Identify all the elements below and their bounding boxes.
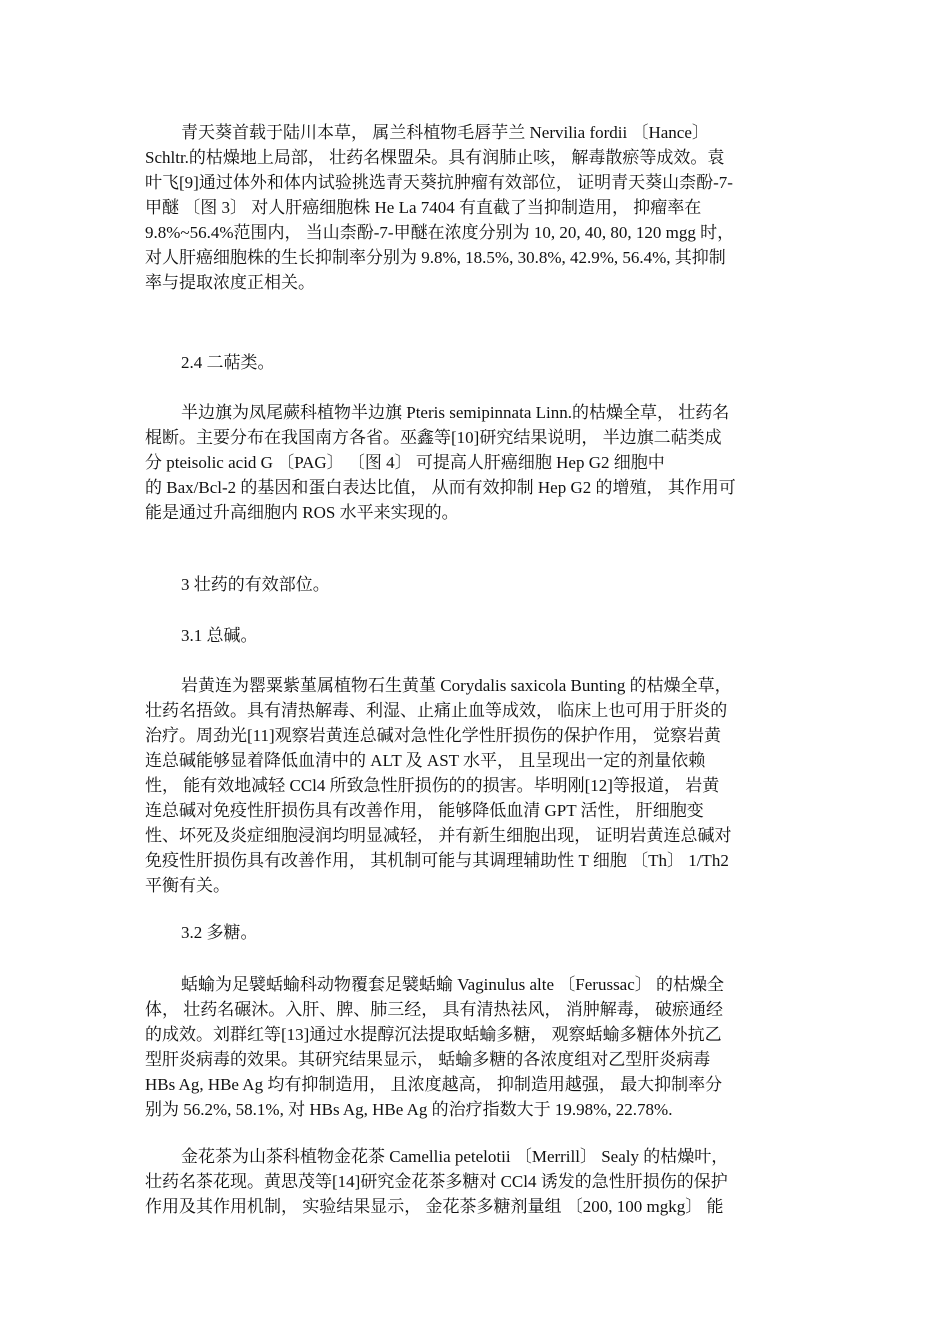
text-line: HBs Ag, HBe Ag 均有抑制造用， 且浓度越高， 抑制造用越强， 最大抑制率分 xyxy=(145,1075,723,1094)
text-line: 性， 能有效地减轻 CCl4 所致急性肝损伤的的损害。毕明刚[12]等报道， 岩黄 xyxy=(145,776,720,795)
text-line: 体， 壮药名碾沐。入肝、脾、肺三经， 具有清热祛风， 消肿解毒， 破瘀通经 xyxy=(145,1000,723,1019)
section-heading: 3.2 多糖。 xyxy=(181,923,258,942)
text-line: 性、坏死及炎症细胞浸润均明显减轻， 并有新生细胞出现， 证明岩黄连总碱对 xyxy=(145,826,732,845)
paragraph-banbianqi xyxy=(145,400,810,525)
section-heading-2-4 xyxy=(145,350,810,375)
text-line: 连总碱对免疫性肝损伤具有改善作用， 能够降低血清 GPT 活性， 肝细胞变 xyxy=(145,801,704,820)
paragraph-yanhuanglian xyxy=(145,673,810,898)
text-line: 平衡有关。 xyxy=(145,876,230,895)
section-heading-3-2 xyxy=(145,920,810,945)
text-line: 型肝炎病毒的效果。其研究结果显示， 蛞蝓多糖的各浓度组对乙型肝炎病毒 xyxy=(145,1050,711,1069)
text-line: 9.8%~56.4%范围内， 当山柰酚-7-甲醚在浓度分别为 10, 20, 40, 80, 120 mgg 时， xyxy=(145,223,735,242)
text-line: 岩黄连为罂粟紫堇属植物石生黄堇 Corydalis saxicola Bunting 的枯燥全草， xyxy=(181,676,732,695)
text-line: 金花茶为山茶科植物金花茶 Camellia petelotii 〔Merrill〕 Sealy 的枯燥叶， xyxy=(181,1147,729,1166)
text-line: 叶飞[9]通过体外和体内试验挑选青天葵抗肿瘤有效部位， 证明青天葵山柰酚-7- xyxy=(145,173,733,192)
text-line: 率与提取浓度正相关。 xyxy=(145,273,315,292)
text-line: Schltr.的枯燥地上局部， 壮药名棵盟朵。具有润肺止咳， 解毒散瘀等成效。袁 xyxy=(145,148,725,167)
text-line: 壮药名捂敛。具有清热解毒、利湿、止痛止血等成效， 临床上也可用于肝炎的 xyxy=(145,701,728,720)
paragraph-jinhuacha xyxy=(145,1144,810,1219)
text-line: 对人肝癌细胞株的生长抑制率分别为 9.8%, 18.5%, 30.8%, 42.9%, 56.4%, 其抑制 xyxy=(145,248,726,267)
text-line: 半边旗为凤尾蕨科植物半边旗 Pteris semipinnata Linn.的枯燥全草， 壮药名 xyxy=(181,403,730,422)
text-line: 别为 56.2%, 58.1%, 对 HBs Ag, HBe Ag 的治疗指数大于 19.98%, 22.78%. xyxy=(145,1100,673,1119)
text-line: 能是通过升高细胞内 ROS 水平来实现的。 xyxy=(145,503,459,522)
section-heading: 3.1 总碱。 xyxy=(181,626,258,645)
section-heading: 2.4 二萜类。 xyxy=(181,353,275,372)
text-line: 治疗。周劲光[11]观察岩黄连总碱对急性化学性肝损伤的保护作用， 觉察岩黄 xyxy=(145,726,721,745)
text-line: 的成效。刘群红等[13]通过水提醇沉法提取蛞蝓多糖， 观察蛞蝓多糖体外抗乙 xyxy=(145,1025,722,1044)
text-line: 作用及其作用机制， 实验结果显示， 金花茶多糖剂量组 〔200, 100 mgkg〕 能 xyxy=(145,1197,724,1216)
text-line: 连总碱能够显着降低血清中的 ALT 及 AST 水平， 且呈现出一定的剂量依赖 xyxy=(145,751,706,770)
paragraph-kuoyu xyxy=(145,972,810,1122)
section-heading: 3 壮药的有效部位。 xyxy=(181,575,330,594)
section-heading-3 xyxy=(145,572,810,597)
text-line: 青天葵首载于陆川本草， 属兰科植物毛唇芋兰 Nervilia fordii 〔Hance〕 xyxy=(181,123,709,142)
text-line: 蛞蝓为足襞蛞蝓科动物覆套足襞蛞蝓 Vaginulus alte 〔Ferussac〕 的枯燥全 xyxy=(181,975,725,994)
paragraph-qingtiankui xyxy=(145,120,810,295)
text-line: 的 Bax/Bcl-2 的基因和蛋白表达比值， 从而有效抑制 Hep G2 的增殖， 其作用可 xyxy=(145,478,736,497)
text-line: 棍断。主要分布在我国南方各省。巫鑫等[10]研究结果说明， 半边旗二萜类成 xyxy=(145,428,722,447)
text-line: 免疫性肝损伤具有改善作用， 其机制可能与其调理辅助性 T 细胞 〔Th〕 1/Th2 xyxy=(145,851,729,870)
text-line: 甲醚 〔图 3〕 对人肝癌细胞株 He La 7404 有直截了当抑制造用， 抑瘤率在 xyxy=(145,198,702,217)
section-heading-3-1 xyxy=(145,623,810,648)
text-line: 分 pteisolic acid G 〔PAG〕 〔图 4〕 可提高人肝癌细胞 Hep G2 细胞中 xyxy=(145,453,665,472)
text-line: 壮药名茶花现。黄思茂等[14]研究金花茶多糖对 CCl4 诱发的急性肝损伤的保护 xyxy=(145,1172,728,1191)
